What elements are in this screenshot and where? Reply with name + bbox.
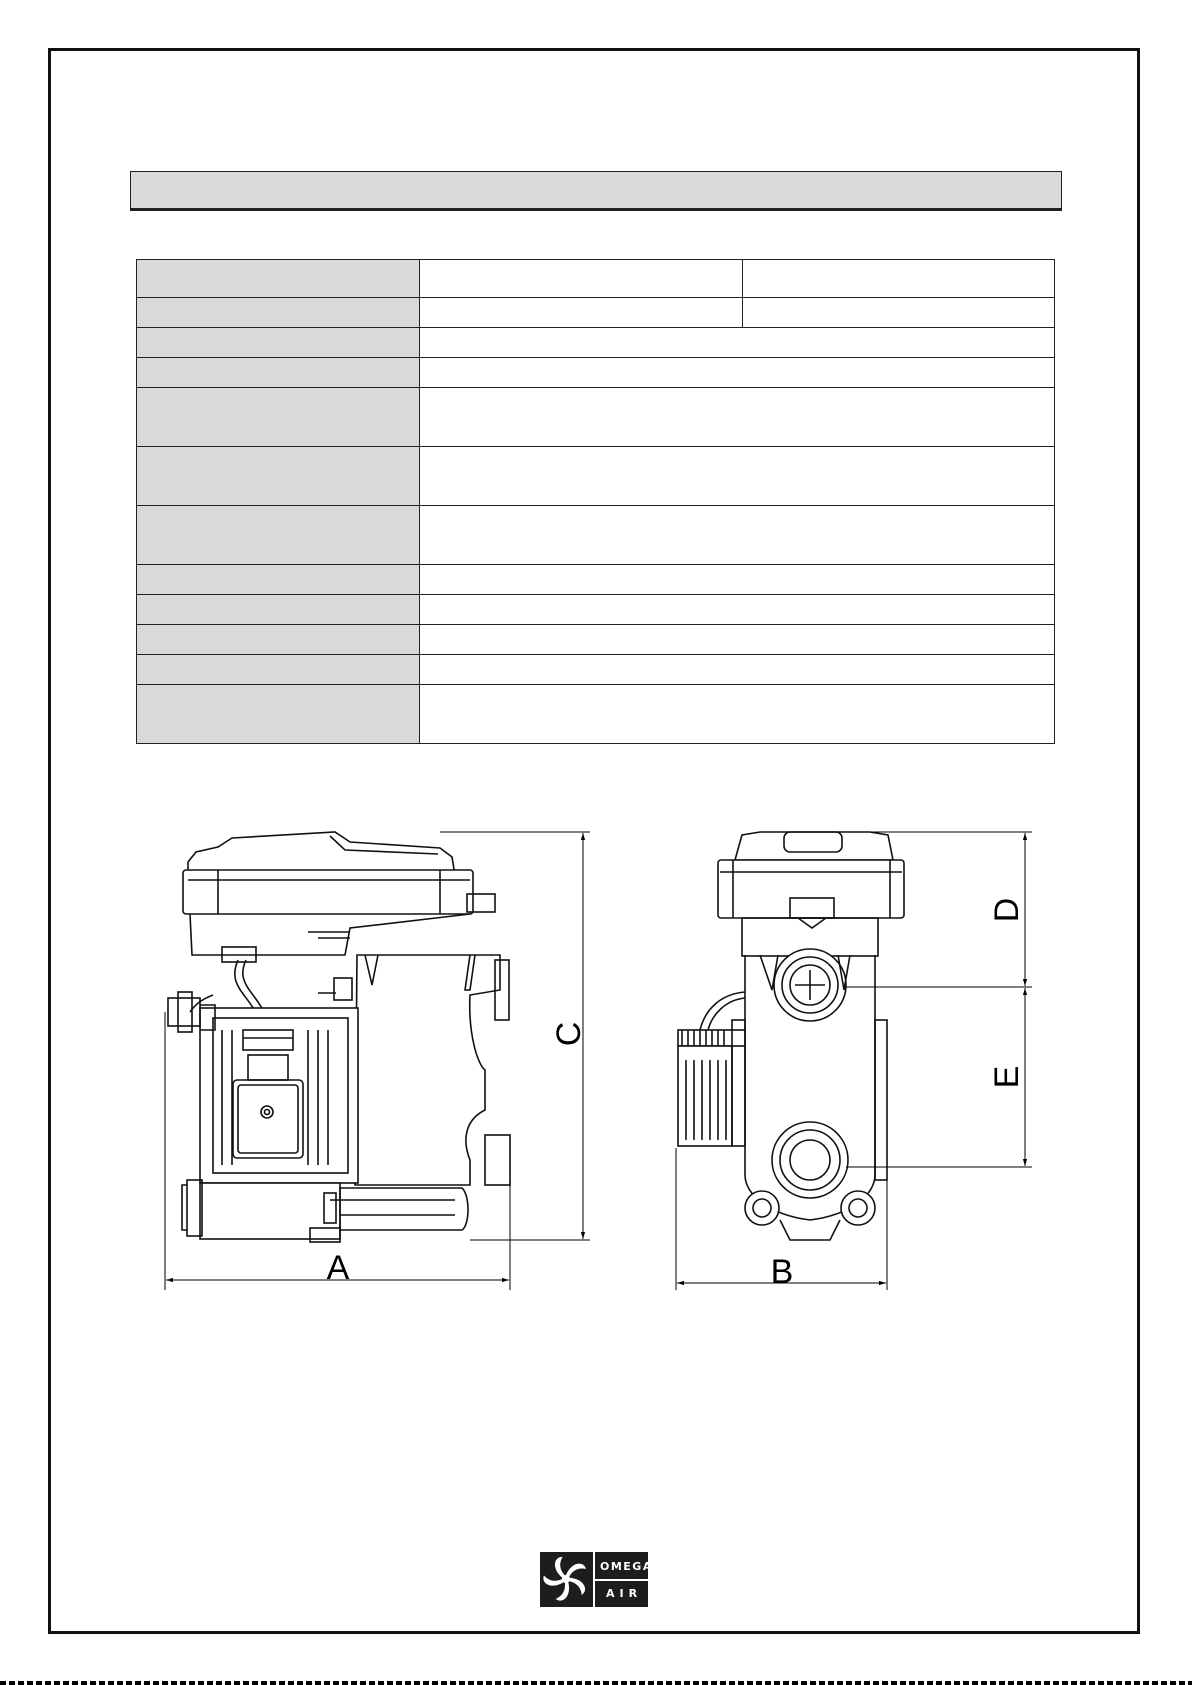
company-logo [540,1552,653,1607]
logo-text-bottom: AIR [606,1587,643,1600]
logo-divider [595,1579,648,1581]
front-view-drawing [678,832,904,1240]
page-bottom-rule [0,1681,1192,1685]
dimension-label-b: B [770,1253,794,1291]
dimension-label-a: A [326,1249,350,1287]
dimension-label-c: C [550,1021,588,1047]
logo-text-top: OMEGA [600,1560,653,1573]
dimension-label-d: D [988,897,1026,923]
dimension-label-e: E [988,1065,1026,1089]
side-view-drawing [168,832,510,1242]
fan-icon [540,1552,593,1607]
